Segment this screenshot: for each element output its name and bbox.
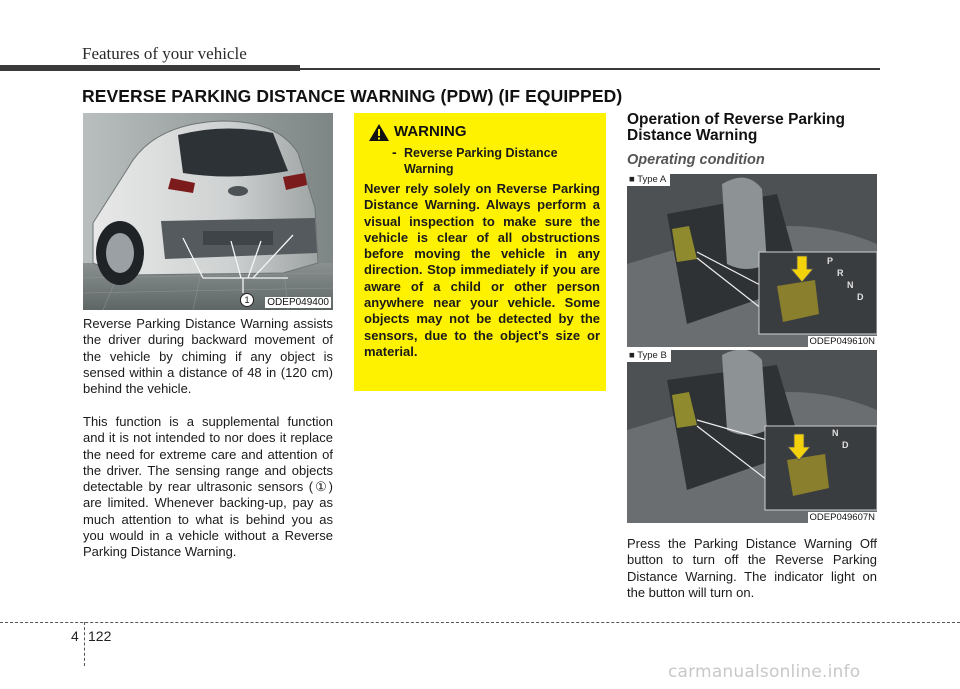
photo-code: ODEP049400 bbox=[267, 297, 329, 308]
figure-type-label-b: ■ Type B bbox=[627, 350, 671, 362]
limitations-paragraph: This function is a supplemental function and it is not intended to nor does it replace the need for extreme care and attention of the driver. The sensing range and objects detectable by rear ultrasonic sensors (①) are limited. Whenever backing-up, pay as much attention to what is behind you as you would in a vehicle without a Reverse Parking Distance Warning. bbox=[83, 414, 333, 560]
svg-text:D: D bbox=[857, 292, 864, 302]
warning-body: Never rely solely on Reverse Parking Distance Warning. Always perform a visual inspection to make sure the vehicle is clear of all obstructions before moving the vehicle in any direction. Stop immediately if you are aware of a child or other person anywhere near your vehicle. Some objects may not be detected by the sensors, due to the object's size or material. bbox=[364, 181, 600, 359]
footer-divider bbox=[84, 622, 85, 666]
gear-console-illustration-b bbox=[627, 350, 877, 523]
svg-text:R: R bbox=[837, 268, 844, 278]
vehicle-rear-photo bbox=[83, 113, 333, 310]
footer-rule bbox=[0, 622, 960, 623]
warning-triangle-icon bbox=[368, 123, 390, 147]
operation-title: Operation of Reverse Parking Distance Warning bbox=[627, 111, 845, 144]
watermark: carmanualsonline.info bbox=[668, 662, 861, 682]
figure-type-b bbox=[627, 350, 877, 523]
svg-text:N: N bbox=[847, 280, 854, 290]
page-number: 122 bbox=[88, 628, 112, 644]
figure-type-a bbox=[627, 174, 877, 347]
header-rule-thick bbox=[0, 65, 300, 71]
gear-console-illustration-a bbox=[627, 174, 877, 347]
section-title: REVERSE PARKING DISTANCE WARNING (PDW) (IF EQUIPPED) bbox=[82, 86, 623, 106]
warning-title: WARNING bbox=[394, 123, 467, 140]
figure-code-a: ODEP049610N bbox=[809, 336, 875, 347]
svg-text:N: N bbox=[832, 428, 839, 438]
figure-type-label-a: ■ Type A bbox=[627, 174, 670, 186]
operating-condition-subtitle: Operating condition bbox=[627, 152, 765, 168]
warning-subtitle: Reverse Parking Distance Warning bbox=[404, 146, 558, 176]
operation-paragraph: Press the Parking Distance Warning Off button to turn off the Reverse Parking Distance Warning. The indicator light on the button will turn on. bbox=[627, 536, 877, 600]
intro-paragraph: Reverse Parking Distance Warning assists the driver during backward movement of the vehicle by chiming if any object is sensed within a distance of 48 in (120 cm) behind the vehicle. bbox=[83, 316, 333, 397]
sensor-callout-1: 1 bbox=[240, 293, 254, 307]
svg-text:P: P bbox=[827, 256, 834, 266]
warning-subtitle-dash: - bbox=[392, 144, 397, 160]
figure-code-b: ODEP049607N bbox=[809, 512, 875, 523]
warning-box bbox=[354, 113, 606, 391]
chapter-number: 4 bbox=[71, 628, 79, 644]
chapter-title: Features of your vehicle bbox=[82, 44, 247, 63]
svg-text:D: D bbox=[842, 440, 849, 450]
vehicle-rear-illustration bbox=[83, 113, 333, 310]
